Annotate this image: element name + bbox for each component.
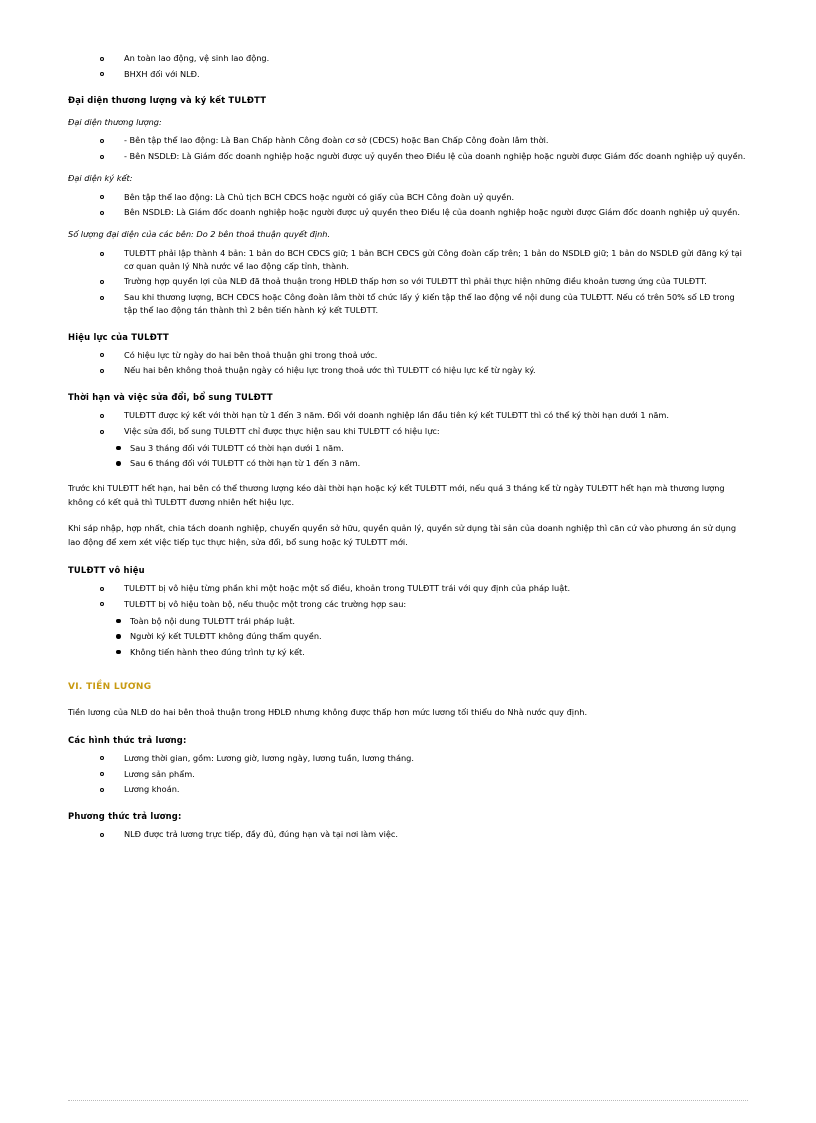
list-item: - Bên tập thể lao động: Là Ban Chấp hành Công đoàn cơ sở (CĐCS) hoặc Ban Chấp Công đoàn lâm thời. (96, 134, 748, 147)
sublead-so-luong-label: Số lượng đại diện của các bên: (68, 229, 194, 240)
list-item: Toàn bộ nội dung TULĐTT trái pháp luật. (112, 615, 748, 628)
list-item: Sau 3 tháng đối với TULĐTT có thời hạn dưới 1 năm. (112, 442, 748, 455)
heading-dai-dien-thuong-luong: Đại diện thương lượng và ký kết TULĐTT (68, 95, 267, 106)
list-item: Bên tập thể lao động: Là Chủ tịch BCH CĐCS hoặc người có giấy của BCH Công đoàn uỷ quyền. (96, 191, 748, 204)
sublead-dai-dien-ky-ket: Đại diện ký kết: (68, 172, 133, 183)
heading-phuong-thuc-tra-luong: Phương thức trả lương: (68, 810, 182, 821)
list-item: Nếu hai bên không thoả thuận ngày có hiệu lực trong thoả ước thì TULĐTT có hiệu lực kể từ ngày ký. (96, 364, 748, 377)
list-item: BHXH đối với NLĐ. (96, 68, 748, 81)
document-body (68, 52, 748, 841)
page-footer-divider (68, 1100, 748, 1101)
list-so-luong-dai-dien (68, 247, 748, 317)
list-item: Lương sản phẩm. (96, 768, 748, 781)
list-item: Sau 6 tháng đối với TULĐTT có thời hạn từ 1 đến 3 năm. (112, 457, 748, 470)
list-item: Có hiệu lực từ ngày do hai bên thoả thuận ghi trong thoả ước. (96, 349, 748, 362)
heading-cac-hinh-thuc-tra-luong: Các hình thức trả lương: (68, 734, 187, 745)
paragraph-tien-luong-intro: Tiền lương của NLĐ do hai bên thoả thuận trong HĐLĐ nhưng không được thấp hơn mức lương tối thiểu do Nhà nước quy định. (68, 706, 588, 717)
sublead-so-luong-dai-dien (68, 229, 748, 241)
sublist-vo-hieu (68, 615, 748, 659)
heading-vo-hieu: TULĐTT vô hiệu (68, 564, 145, 575)
paragraph-truoc-khi-het-han: Trước khi TULĐTT hết hạn, hai bên có thể thương lượng kéo dài thời hạn hoặc ký kết TULĐTT mới, nếu quá 3 tháng kể từ ngày TULĐTT hết hạn mà thương lượng không có kết quả thì TULĐTT đương nhiên hết hiệu lực. (68, 483, 725, 508)
list-thoi-han (68, 409, 748, 437)
list-item: Người ký kết TULĐTT không đúng thẩm quyền. (112, 630, 748, 643)
list-hieu-luc (68, 349, 748, 377)
list-item: Lương khoán. (96, 783, 748, 796)
list-vo-hieu (68, 582, 748, 610)
sublead-so-luong-rest: Do 2 bên thoả thuận quyết định. (193, 229, 331, 240)
list-item: An toàn lao động, vệ sinh lao động. (96, 52, 748, 65)
list-item: Bên NSDLĐ: Là Giám đốc doanh nghiệp hoặc người được uỷ quyền theo Điều lệ của doanh nghiệp hoặc người được Giám đốc doanh nghiệp uỷ quyền. (96, 206, 748, 219)
list-item: - Bên NSDLĐ: Là Giám đốc doanh nghiệp hoặc người được uỷ quyền theo Điều lệ của doanh nghiệp hoặc người được Giám đốc doanh nghiệp uỷ quyền. (96, 150, 748, 163)
top-bullet-list (68, 52, 748, 80)
list-item: Trường hợp quyền lợi của NLĐ đã thoả thuận trong HĐLĐ thấp hơn so với TULĐTT thì phải thực hiện những điều khoản tương ứng của TULĐTT. (96, 275, 748, 288)
list-item: TULĐTT được ký kết với thời hạn từ 1 đến 3 năm. Đối với doanh nghiệp lần đầu tiên ký kết TULĐTT thì có thể ký thời hạn dưới 1 năm. (96, 409, 748, 422)
list-dai-dien-ky-ket (68, 191, 748, 219)
list-item: TULĐTT phải lập thành 4 bản: 1 bản do BCH CĐCS giữ; 1 bản BCH CĐCS gửi Công đoàn cấp trên; 1 bản do NSDLĐ giữ; 1 bản do NSDLĐ gửi đăng ký tại cơ quan quản lý Nhà nước về lao động cấp tỉnh, thành. (96, 247, 748, 272)
list-item: NLĐ được trả lương trực tiếp, đầy đủ, đúng hạn và tại nơi làm việc. (96, 828, 748, 841)
list-phuong-thuc-tra-luong (68, 828, 748, 841)
list-hinh-thuc-tra-luong (68, 752, 748, 796)
paragraph-sap-nhap: Khi sáp nhập, hợp nhất, chia tách doanh nghiệp, chuyển quyền sở hữu, quyền quản lý, quyền sử dụng tài sản của doanh nghiệp thì căn cứ vào phương án sử dụng lao động để xem xét việc tiếp tục thực hiện, sửa đổi, bổ sung hoặc ký TULĐTT mới. (68, 523, 737, 547)
sublead-dai-dien-thuong-luong: Đại diện thương lượng: (68, 116, 162, 127)
list-item: Không tiến hành theo đúng trình tự ký kết. (112, 646, 748, 659)
list-item: Lương thời gian, gồm: Lương giờ, lương ngày, lương tuần, lương tháng. (96, 752, 748, 765)
section-title-tien-luong: VI. TIỀN LƯƠNG (68, 681, 152, 692)
heading-hieu-luc: Hiệu lực của TULĐTT (68, 331, 169, 342)
heading-thoi-han-sua-doi: Thời hạn và việc sửa đổi, bổ sung TULĐTT (68, 392, 273, 403)
list-item: TULĐTT bị vô hiệu toàn bộ, nếu thuộc một trong các trường hợp sau: (96, 598, 748, 611)
list-item: Việc sửa đổi, bổ sung TULĐTT chỉ được thực hiện sau khi TULĐTT có hiệu lực: (96, 425, 748, 438)
sublist-thoi-han (68, 442, 748, 470)
list-dai-dien-thuong-luong (68, 134, 748, 162)
list-item: Sau khi thương lượng, BCH CĐCS hoặc Công đoàn lâm thời tổ chức lấy ý kiến tập thể lao động về nội dung của TULĐTT. Nếu có trên 50% số LĐ trong tập thể lao động tán thành thì 2 bên tiến hành ký kết TULĐTT. (96, 291, 748, 316)
list-item: TULĐTT bị vô hiệu từng phần khi một hoặc một số điều, khoản trong TULĐTT trái với quy định của pháp luật. (96, 582, 748, 595)
